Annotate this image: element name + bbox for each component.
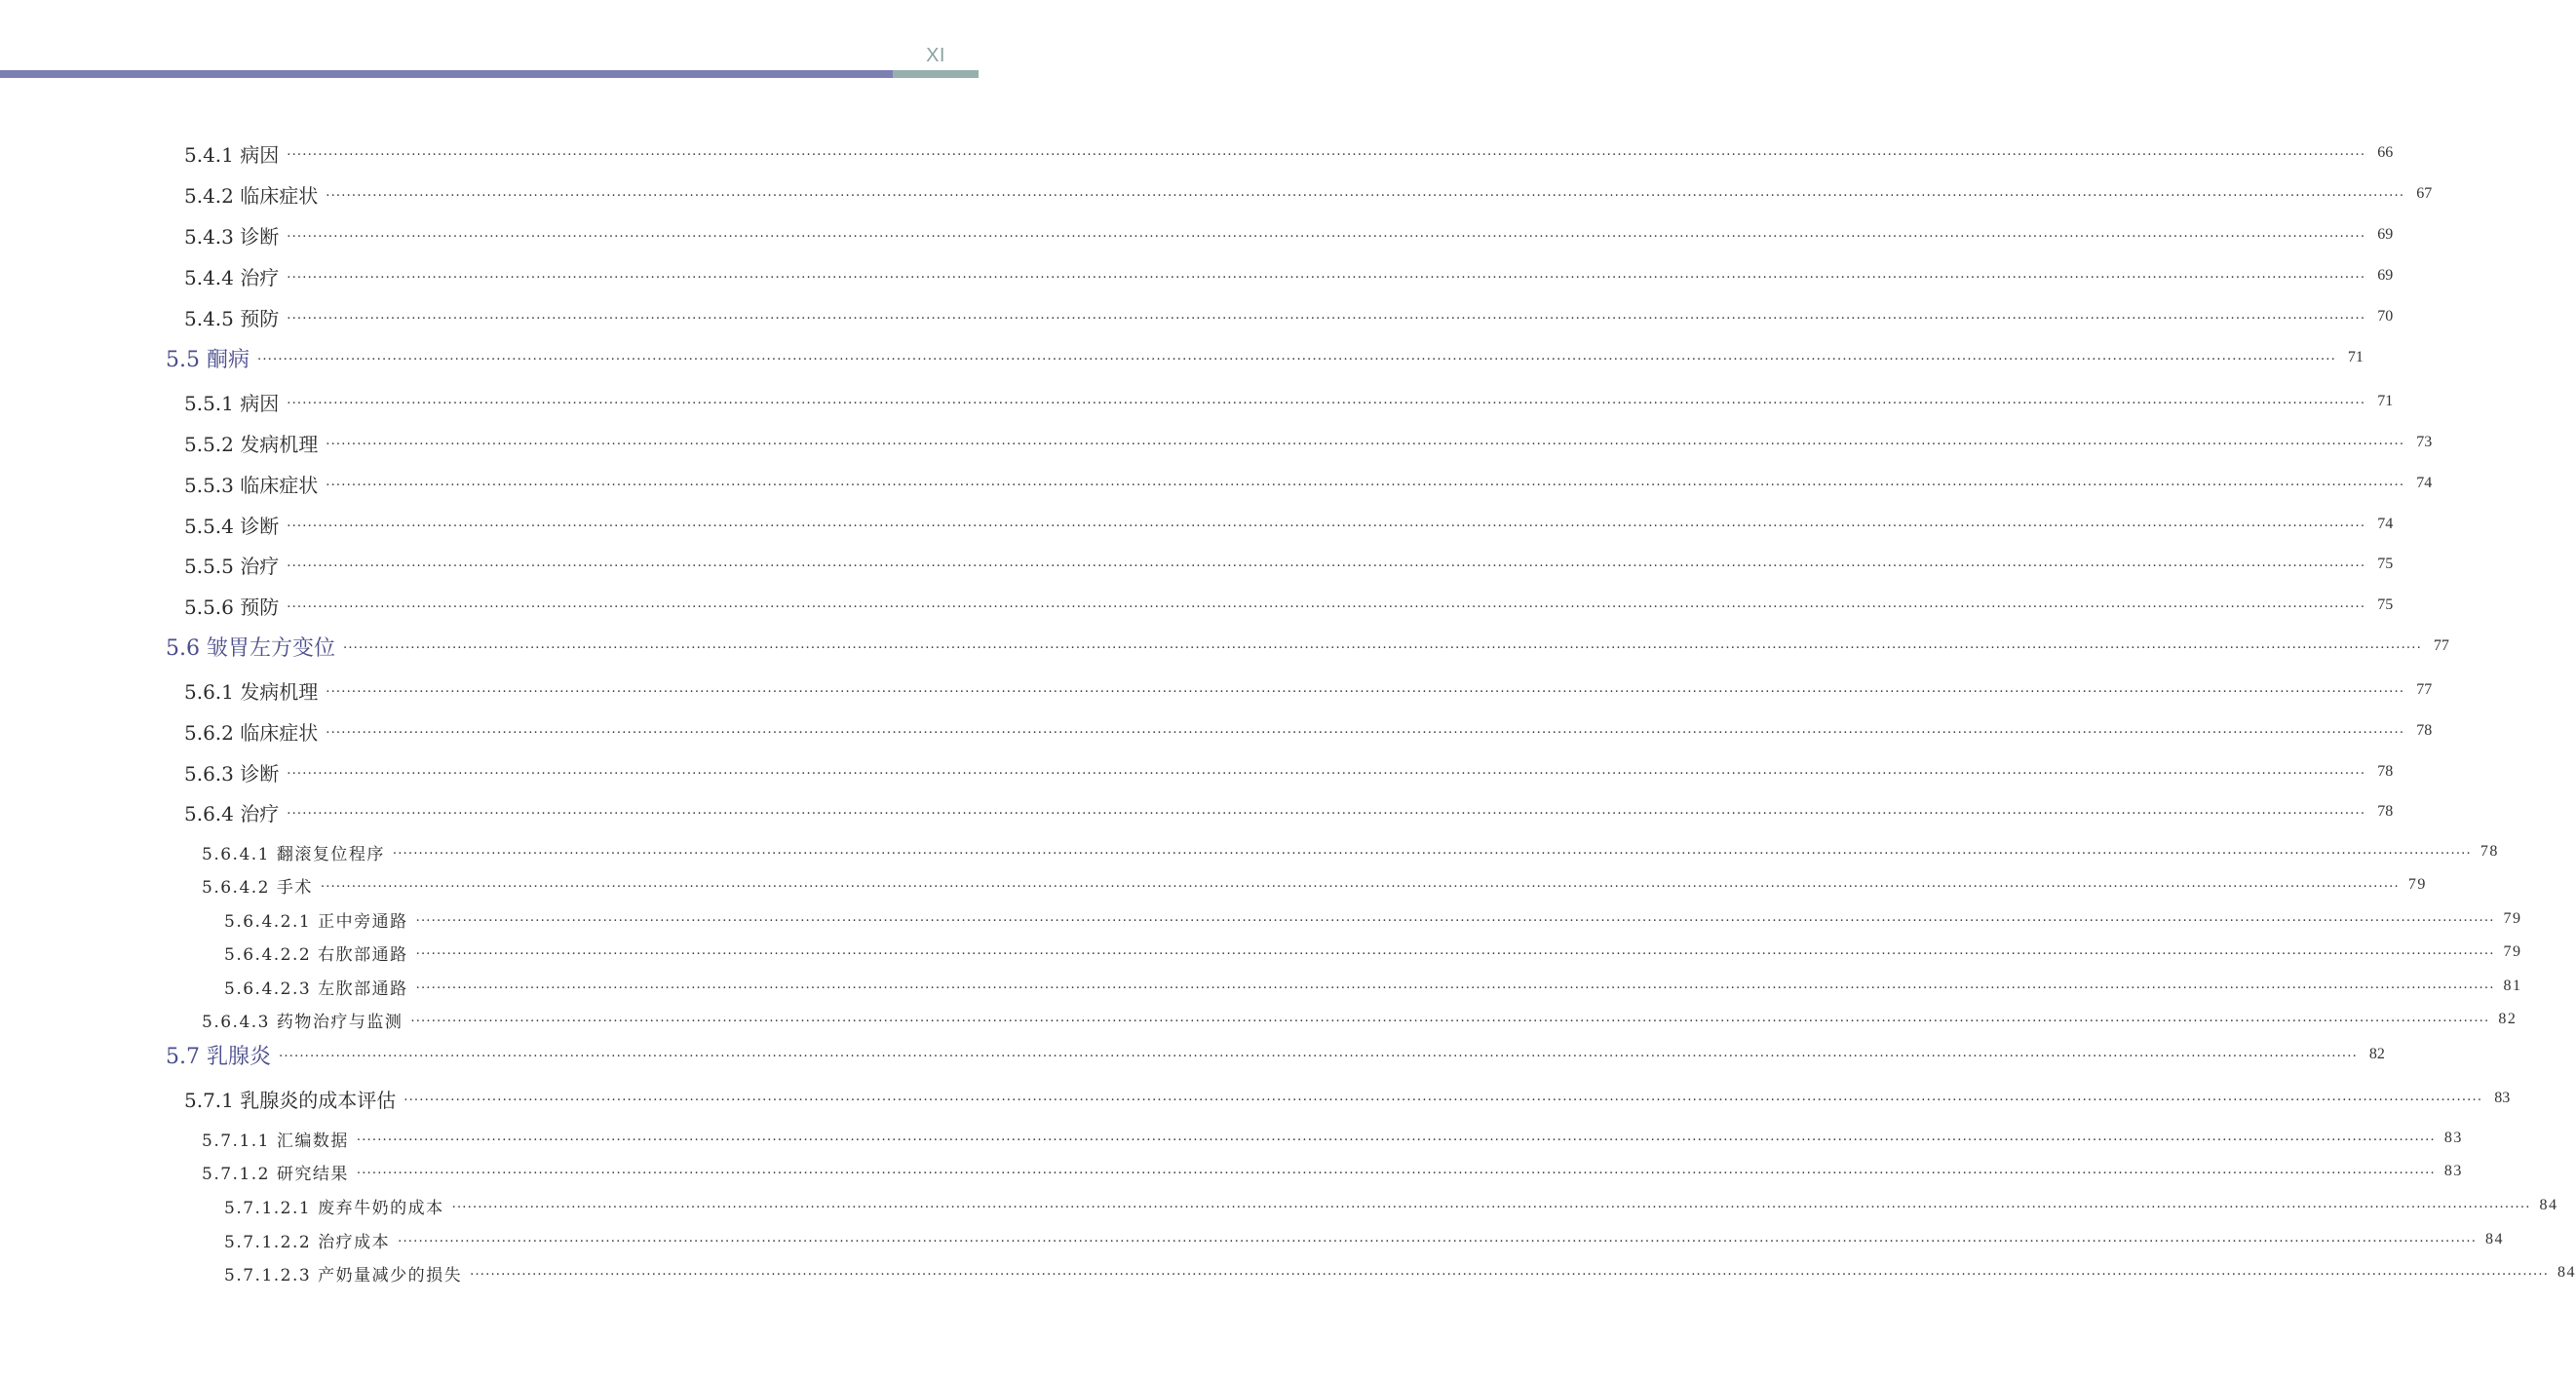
toc-leader-dots: ................................................................................................................................................................................................................................................................................................................................................................................................................ [470, 1263, 2550, 1279]
toc-entry-page: 84 [2485, 1231, 2505, 1247]
toc-entry-label: 5.5 酮病 [166, 347, 250, 372]
toc-entry[interactable] [184, 550, 2394, 579]
toc-entry-page: 71 [2347, 349, 2364, 365]
toc-entry-label: 5.6.4.1 翻滚复位程序 [202, 844, 385, 864]
toc-leader-dots: ................................................................................................................................................................................................................................................................................................................................................................................................................ [287, 143, 2366, 159]
toc-entry-page: 81 [2503, 978, 2522, 994]
toc-entry[interactable] [184, 469, 2433, 498]
toc-entry-label: 5.7 乳腺炎 [166, 1044, 271, 1069]
toc-leader-dots: ................................................................................................................................................................................................................................................................................................................................................................................................................ [398, 1230, 2478, 1246]
toc-entry[interactable] [184, 387, 2394, 416]
toc-leader-dots: ................................................................................................................................................................................................................................................................................................................................................................................................................ [415, 909, 2495, 925]
toc-leader-dots: ................................................................................................................................................................................................................................................................................................................................................................................................................ [326, 474, 2405, 489]
toc-entry-page: 84 [2539, 1197, 2558, 1213]
toc-leader-dots: ................................................................................................................................................................................................................................................................................................................................................................................................................ [287, 595, 2366, 611]
toc-entry-page: 83 [2443, 1130, 2463, 1146]
toc-entry[interactable] [184, 428, 2433, 457]
toc-entry-page: 69 [2377, 226, 2394, 243]
toc-entry-label: 5.7.1.2.3 产奶量减少的损失 [224, 1265, 463, 1285]
toc-entry-page: 73 [2416, 434, 2433, 450]
toc-leader-dots: ................................................................................................................................................................................................................................................................................................................................................................................................................ [287, 762, 2366, 778]
toc-leader-dots: ................................................................................................................................................................................................................................................................................................................................................................................................................ [342, 636, 2422, 652]
toc-entry[interactable] [184, 302, 2394, 331]
toc-leader-dots: ................................................................................................................................................................................................................................................................................................................................................................................................................ [451, 1196, 2531, 1211]
toc-leader-dots: ................................................................................................................................................................................................................................................................................................................................................................................................................ [392, 842, 2472, 858]
toc-entry[interactable] [184, 138, 2394, 168]
toc-entry-page: 74 [2416, 475, 2433, 491]
toc-entry-label: 5.5.6 预防 [184, 595, 280, 619]
toc-entry-label: 5.7.1.1 汇编数据 [202, 1131, 349, 1151]
toc-entry-label: 5.4.2 临床症状 [184, 183, 319, 208]
toc-entry-page: 69 [2377, 267, 2394, 284]
toc-entry-label: 5.7.1.2.1 废弃牛奶的成本 [224, 1198, 444, 1218]
toc-leader-dots: ................................................................................................................................................................................................................................................................................................................................................................................................................ [287, 266, 2366, 282]
toc-entry-label: 5.4.5 预防 [184, 306, 280, 330]
toc-entry-label: 5.7.1 乳腺炎的成本评估 [184, 1088, 397, 1112]
toc-entry-page: 74 [2377, 516, 2394, 532]
toc-entry[interactable] [224, 904, 2522, 934]
toc-entry[interactable] [224, 1225, 2505, 1254]
toc-entry-page: 71 [2377, 393, 2394, 409]
toc-entry[interactable] [202, 870, 2427, 900]
toc-leader-dots: ................................................................................................................................................................................................................................................................................................................................................................................................................ [287, 555, 2366, 570]
toc-entry[interactable] [184, 716, 2433, 746]
toc-entry[interactable] [184, 757, 2394, 786]
toc-entry[interactable] [184, 1084, 2511, 1113]
toc-entry-page: 66 [2377, 144, 2394, 161]
toc-entry-label: 5.7.1.2 研究结果 [202, 1164, 349, 1184]
toc-entry-page: 78 [2377, 803, 2394, 820]
toc-entry-page: 75 [2377, 556, 2394, 572]
toc-leader-dots: ................................................................................................................................................................................................................................................................................................................................................................................................................ [326, 433, 2405, 448]
toc-entry-label: 5.6.2 临床症状 [184, 720, 319, 745]
header-rule [0, 70, 893, 78]
toc-entry-page: 83 [2443, 1163, 2463, 1179]
toc-entry[interactable] [202, 1005, 2518, 1034]
toc-entry[interactable] [224, 938, 2522, 967]
toc-entry-page: 78 [2377, 763, 2394, 780]
toc-leader-dots: ................................................................................................................................................................................................................................................................................................................................................................................................................ [256, 348, 2336, 364]
toc-leader-dots: ................................................................................................................................................................................................................................................................................................................................................................................................................ [287, 392, 2366, 407]
toc-entry[interactable] [184, 179, 2433, 209]
toc-entry[interactable] [184, 591, 2394, 620]
toc-leader-dots: ................................................................................................................................................................................................................................................................................................................................................................................................................ [404, 1089, 2483, 1104]
toc-entry-label: 5.6.1 发病机理 [184, 679, 319, 704]
toc-entry-label: 5.6.4.2.2 右肷部通路 [224, 944, 408, 965]
toc-entry-label: 5.5.2 发病机理 [184, 432, 319, 456]
toc-leader-dots: ................................................................................................................................................................................................................................................................................................................................................................................................................ [287, 515, 2366, 530]
toc-entry[interactable] [166, 343, 2364, 372]
toc-leader-dots: ................................................................................................................................................................................................................................................................................................................................................................................................................ [410, 1010, 2490, 1025]
toc-entry-label: 5.4.3 诊断 [184, 224, 280, 249]
toc-entry[interactable] [184, 261, 2394, 290]
toc-entry-page: 77 [2416, 681, 2433, 698]
toc-entry-page: 79 [2503, 943, 2522, 960]
toc-entry-page: 67 [2416, 185, 2433, 202]
toc-leader-dots: ................................................................................................................................................................................................................................................................................................................................................................................................................ [278, 1045, 2358, 1060]
toc-leader-dots: ................................................................................................................................................................................................................................................................................................................................................................................................................ [326, 184, 2405, 200]
toc-entry-page: 75 [2377, 596, 2394, 613]
toc-entry-label: 5.6.4 治疗 [184, 801, 280, 825]
toc-leader-dots: ................................................................................................................................................................................................................................................................................................................................................................................................................ [356, 1129, 2436, 1144]
toc-entry[interactable] [224, 972, 2522, 1001]
toc-entry-label: 5.5.5 治疗 [184, 554, 280, 578]
toc-entry-label: 5.5.3 临床症状 [184, 473, 319, 497]
toc-entry-label: 5.6.4.2 手术 [202, 877, 313, 898]
toc-entry-page: 70 [2377, 308, 2394, 325]
toc-entry-label: 5.6 皱胃左方变位 [166, 635, 335, 661]
toc-entry-page: 79 [2407, 876, 2427, 893]
toc-leader-dots: ................................................................................................................................................................................................................................................................................................................................................................................................................ [326, 721, 2405, 737]
toc-entry[interactable] [166, 1040, 2385, 1069]
toc-entry[interactable] [202, 1124, 2463, 1153]
toc-entry-label: 5.6.4.3 药物治疗与监测 [202, 1012, 404, 1032]
toc-entry[interactable] [202, 1157, 2463, 1186]
toc-entry-page: 79 [2503, 910, 2522, 927]
toc-entry-label: 5.7.1.2.2 治疗成本 [224, 1232, 391, 1252]
toc-entry-page: 78 [2416, 722, 2433, 739]
toc-entry[interactable] [166, 632, 2449, 661]
toc-entry[interactable] [184, 797, 2394, 826]
toc-leader-dots: ................................................................................................................................................................................................................................................................................................................................................................................................................ [326, 680, 2405, 696]
toc-entry[interactable] [202, 837, 2499, 866]
toc-entry[interactable] [184, 510, 2394, 539]
toc-leader-dots: ................................................................................................................................................................................................................................................................................................................................................................................................................ [320, 875, 2400, 891]
toc-leader-dots: ................................................................................................................................................................................................................................................................................................................................................................................................................ [287, 802, 2366, 818]
toc-entry-label: 5.5.4 诊断 [184, 514, 280, 538]
toc-entry-label: 5.5.1 病因 [184, 391, 280, 415]
toc-leader-dots: ................................................................................................................................................................................................................................................................................................................................................................................................................ [415, 942, 2495, 958]
toc-entry-page: 83 [2494, 1090, 2511, 1106]
toc-entry[interactable] [224, 1191, 2558, 1220]
toc-leader-dots: ................................................................................................................................................................................................................................................................................................................................................................................................................ [287, 225, 2366, 241]
toc-entry-page: 82 [2498, 1011, 2518, 1027]
toc-leader-dots: ................................................................................................................................................................................................................................................................................................................................................................................................................ [287, 307, 2366, 323]
toc-entry[interactable] [184, 220, 2394, 249]
toc-leader-dots: ................................................................................................................................................................................................................................................................................................................................................................................................................ [356, 1162, 2436, 1177]
toc-entry-page: 78 [2480, 843, 2499, 860]
toc-entry-label: 5.6.3 诊断 [184, 761, 280, 786]
toc-entry-label: 5.6.4.2.3 左肷部通路 [224, 978, 408, 999]
header-rule-accent [893, 70, 979, 78]
toc-entry-page: 84 [2557, 1264, 2576, 1281]
toc-leader-dots: ................................................................................................................................................................................................................................................................................................................................................................................................................ [415, 977, 2495, 992]
toc-entry-label: 5.4.1 病因 [184, 142, 280, 167]
toc-entry-label: 5.4.4 治疗 [184, 265, 280, 289]
toc-entry[interactable] [184, 675, 2433, 705]
page-number: XI [926, 45, 945, 66]
toc-entry-page: 82 [2368, 1046, 2385, 1062]
toc-entry-label: 5.6.4.2.1 正中旁通路 [224, 911, 408, 932]
toc-entry[interactable] [224, 1258, 2576, 1287]
toc-entry-page: 77 [2433, 637, 2449, 654]
